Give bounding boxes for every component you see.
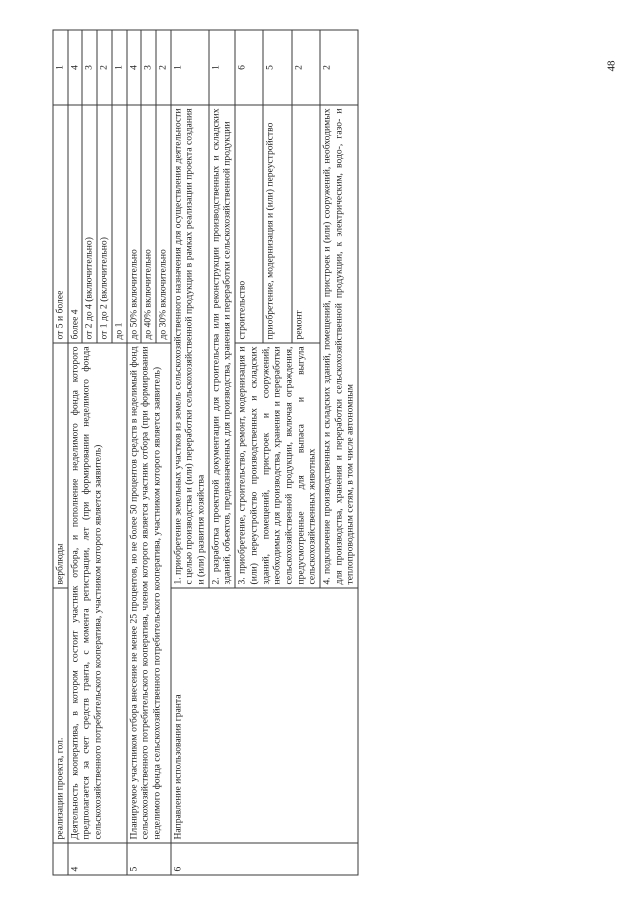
table-row	[171, 30, 209, 875]
subcriterion-cell: 4. подключение производственных и складских зданий, помещений, пристроек и (или) сооружений, необходимых для производства, хранения и переработки сельскохозяйственной продукции, к электрическим, водо-, газо- и теплопроводным сетям, в том числе автономным	[320, 105, 358, 588]
points-cell: 2	[156, 30, 171, 105]
rotated-landscape-page	[53, 30, 588, 875]
subcriterion-cell: 3. приобретение, строительство, ремонт, модернизация и (или) переустройство производственных и складских зданий, помещений, пристроек и сооружений, необходимых для производства, хранения и переработки сельскохозяйственной продукции, включая ограждения, предусмотренные для выпаса и выгула сельскохозяйственных животных	[235, 343, 320, 588]
subcriterion-cell: 1. приобретение земельных участков из земель сельскохозяйственного назначения для осуществления деятельности с целью производства и (или) переработки сельскохозяйственной продукции в рамках реализации проекта создания и (или) развития хозяйства	[171, 105, 209, 588]
points-cell: 6	[235, 30, 263, 105]
points-cell: 1	[53, 30, 68, 105]
subcriterion-cell: 2. разработка проектной документации для строительства или реконструкции производственных и складских зданий, объектов, предназначенных для производства, хранения и переработки сельскохозяйственной продукции	[209, 105, 235, 588]
value-cell: до 30% включительно	[156, 105, 171, 343]
value-cell: от 5 и более	[53, 105, 68, 343]
points-cell: 2	[320, 30, 358, 105]
value-cell: до 1	[112, 105, 127, 343]
page-number: 48	[605, 60, 618, 72]
value-cell: до 50% включительно	[127, 105, 142, 343]
points-cell: 3	[141, 30, 156, 105]
points-cell: 1	[171, 30, 209, 105]
value-cell: от 1 до 2 (включительно)	[97, 105, 112, 343]
value-cell: от 2 до 4 (включительно)	[82, 105, 97, 343]
value-cell: приобретение, модернизация и (или) переустройство	[263, 105, 291, 343]
subcriterion-cell: верблюды	[53, 343, 68, 588]
points-cell: 2	[97, 30, 112, 105]
table-row	[68, 30, 83, 875]
table-row	[53, 30, 68, 875]
grant-criteria-table	[53, 29, 359, 875]
criterion-cell: Планируемое участником отбора внесение не менее 25 процентов, но не более 50 процентов средств в неделимый фонд сельскохозяйственного потребительского кооператива, членом которого является участник отбора (при формировании неделимого фонда сельскохозяйственного потребительского кооператива, участником которого является заявитель)	[127, 343, 171, 843]
row-number-cell: 4	[68, 843, 127, 875]
points-cell: 3	[82, 30, 97, 105]
points-cell: 1	[112, 30, 127, 105]
points-cell: 4	[68, 30, 83, 105]
row-number-cell	[53, 843, 68, 875]
points-cell: 2	[292, 30, 320, 105]
value-cell: до 40% включительно	[141, 105, 156, 343]
value-cell: строительство	[235, 105, 263, 343]
criterion-cell: Направление использования гранта	[171, 588, 359, 843]
row-number-cell: 5	[127, 843, 171, 875]
criterion-cell: Деятельность кооператива, в котором состоит участник отбора, и пополнение неделимого фонда которого предполагается за счет средств гранта, с момента регистрации, лет (при формировании неделимого фонда сельскохозяйственного потребительского кооператива, участником которого является заявитель)	[68, 343, 127, 843]
points-cell: 1	[209, 30, 235, 105]
row-number-cell: 6	[171, 843, 359, 875]
value-cell: ремонт	[292, 105, 320, 343]
points-cell: 4	[127, 30, 142, 105]
value-cell: более 4	[68, 105, 83, 343]
table-row	[127, 30, 142, 875]
criterion-cell: реализации проекта, гол.	[53, 588, 68, 843]
points-cell: 5	[263, 30, 291, 105]
